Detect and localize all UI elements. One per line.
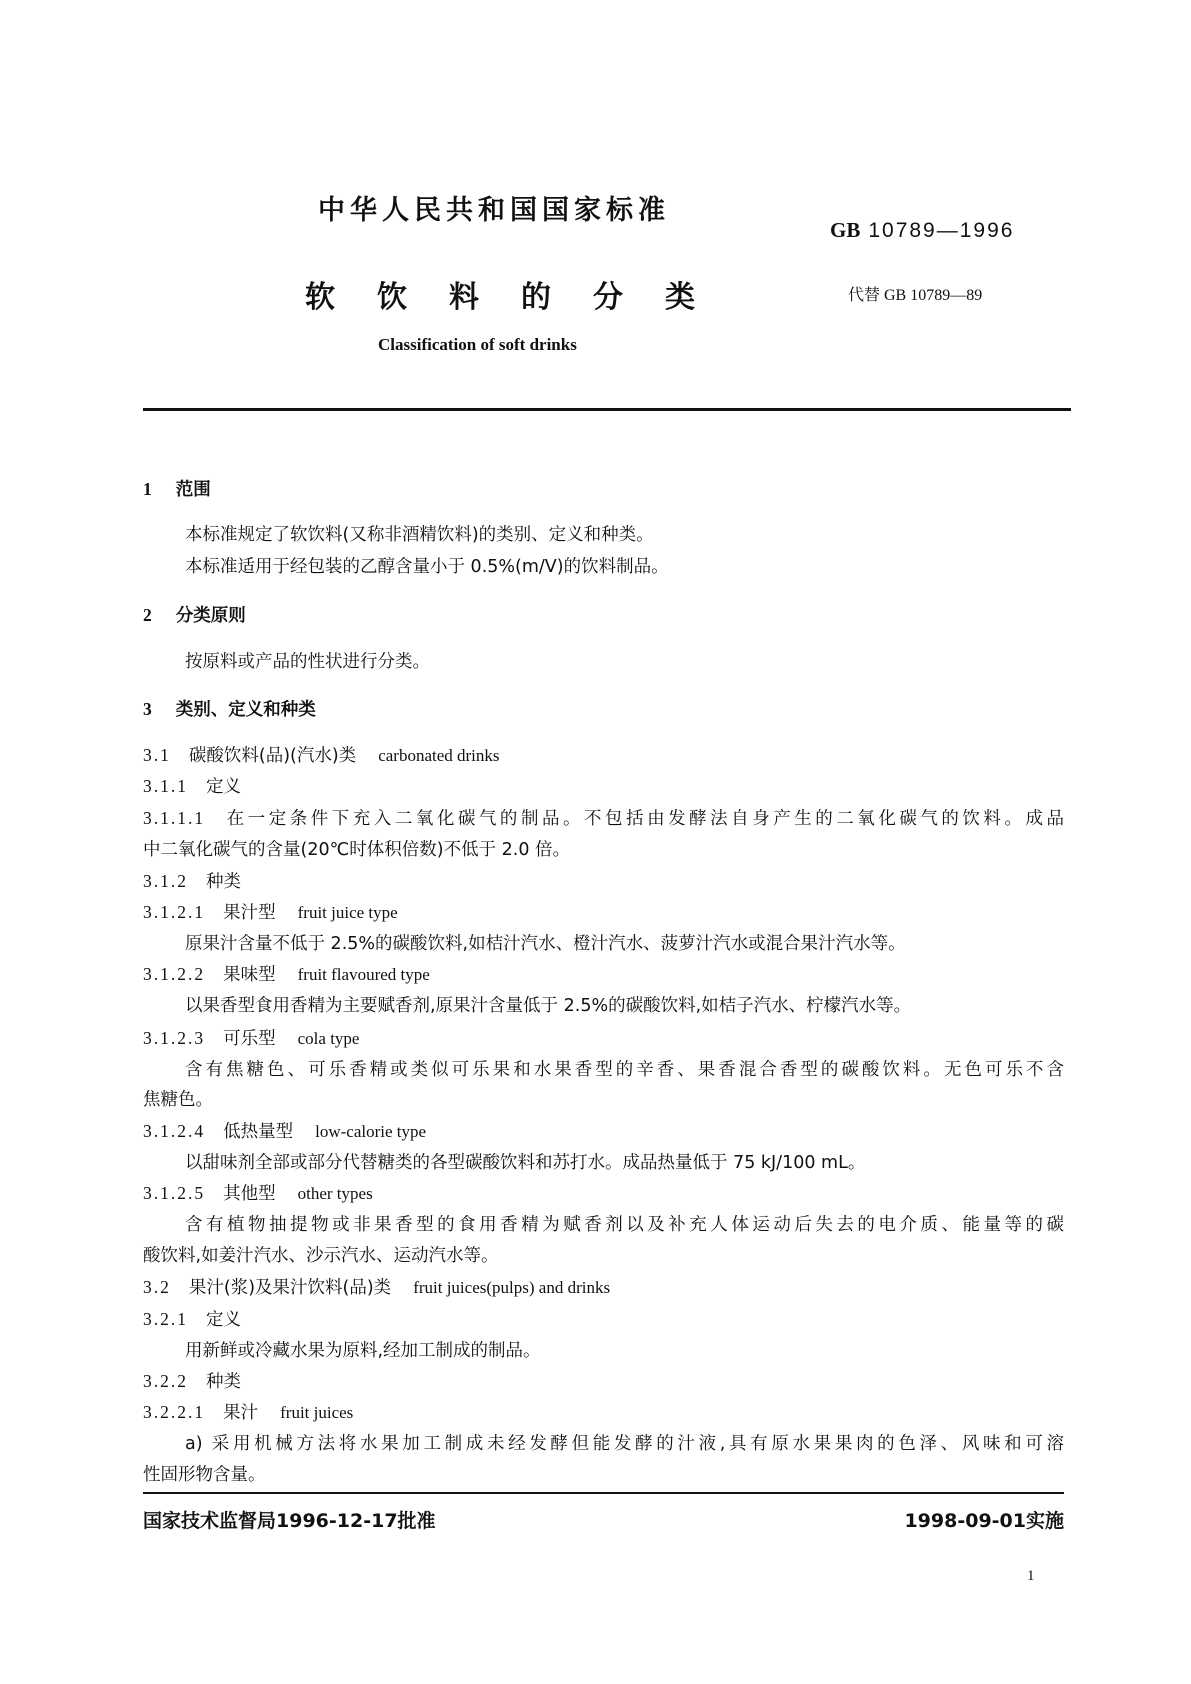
line-text: 种类 bbox=[206, 1372, 241, 1392]
approval-date: 国家技术监督局1996-12-17批准 bbox=[143, 1510, 436, 1532]
paragraph-line bbox=[185, 648, 1064, 673]
standard-code bbox=[830, 218, 1014, 243]
line-text: 本标准适用于经包装的乙醇含量小于 0.5%(m/V)的饮料制品。 bbox=[185, 557, 669, 577]
line-text: 范围 bbox=[175, 480, 211, 500]
paragraph-line bbox=[185, 930, 1064, 955]
line-text: 按原料或产品的性状进行分类。 bbox=[185, 652, 430, 672]
clause-number: 3.1.2.5 bbox=[143, 1183, 206, 1203]
paragraph-line bbox=[185, 1149, 1064, 1174]
paragraph-line bbox=[143, 836, 1064, 861]
clause-line bbox=[143, 868, 1064, 893]
english-term: low-calorie type bbox=[315, 1122, 427, 1141]
line-text: 以甜味剂全部或部分代替糖类的各型碳酸饮料和苏打水。成品热量低于 75 kJ/100 mL。 bbox=[185, 1153, 866, 1173]
line-text: 含有植物抽提物或非果香型的食用香精为赋香剂以及补充人体运动后失去的电介质、能量等的碳 bbox=[185, 1215, 1064, 1235]
clause-number: 3.1 bbox=[143, 745, 171, 765]
clause-number: 3.1.1 bbox=[143, 776, 188, 796]
clause-line bbox=[143, 1180, 1064, 1205]
english-term: fruit juice type bbox=[297, 903, 398, 922]
page-number: 1 bbox=[1027, 1568, 1035, 1584]
clause-line bbox=[143, 805, 1064, 830]
line-text: 用新鲜或冷藏水果为原料,经加工制成的制品。 bbox=[185, 1341, 541, 1361]
paragraph-line bbox=[185, 1211, 1064, 1236]
line-text: 酸饮料,如姜汁汽水、沙示汽水、运动汽水等。 bbox=[143, 1246, 499, 1266]
line-text: 碳酸饮料(品)(汽水)类 bbox=[188, 746, 357, 766]
clause-number: 3.2 bbox=[143, 1277, 171, 1297]
line-text: 性固形物含量。 bbox=[143, 1465, 266, 1485]
document-title: 软饮料的分类 bbox=[305, 280, 737, 315]
line-text: 定义 bbox=[206, 777, 241, 797]
english-term: cola type bbox=[297, 1029, 360, 1048]
clause-line bbox=[143, 1274, 1064, 1299]
clause-number: 3.1.2.4 bbox=[143, 1121, 206, 1141]
line-text: 含有焦糖色、可乐香精或类似可乐果和水果香型的辛香、果香混合香型的碳酸饮料。无色可乐不含 bbox=[185, 1060, 1064, 1080]
header-divider bbox=[143, 408, 1071, 411]
line-text: 其他型 bbox=[223, 1184, 276, 1204]
line-text: 果汁型 bbox=[223, 903, 276, 923]
clause-number: 3.2.2 bbox=[143, 1371, 188, 1391]
clause-line bbox=[143, 899, 1064, 924]
line-text: 原果汁含量不低于 2.5%的碳酸饮料,如桔汁汽水、橙汁汽水、菠萝汁汽水或混合果汁汽水等。 bbox=[185, 934, 906, 954]
standard-code-number: 10789—1996 bbox=[868, 219, 1015, 242]
clause-number: 1 bbox=[143, 479, 154, 499]
line-text: a) 采用机械方法将水果加工制成未经发酵但能发酵的汁液,具有原水果果肉的色泽、风味和可溶 bbox=[185, 1434, 1064, 1454]
line-text: 果味型 bbox=[223, 965, 276, 985]
paragraph-line bbox=[185, 1056, 1064, 1081]
line-text: 在一定条件下充入二氧化碳气的制品。不包括由发酵法自身产生的二氧化碳气的饮料。成品 bbox=[223, 809, 1064, 829]
english-term: carbonated drinks bbox=[378, 746, 500, 765]
paragraph-line bbox=[143, 1242, 1064, 1267]
line-text: 焦糖色。 bbox=[143, 1090, 213, 1110]
paragraph-line bbox=[185, 1337, 1064, 1362]
clause-number: 3.2.2.1 bbox=[143, 1402, 206, 1422]
clause-number: 3.1.2.2 bbox=[143, 964, 206, 984]
line-text: 低热量型 bbox=[223, 1122, 294, 1142]
line-text: 中二氧化碳气的含量(20℃时体积倍数)不低于 2.0 倍。 bbox=[143, 840, 571, 860]
paragraph-line bbox=[185, 992, 1064, 1017]
line-text: 可乐型 bbox=[223, 1029, 276, 1049]
clause-number: 3.1.1.1 bbox=[143, 808, 206, 828]
clause-line bbox=[143, 1025, 1064, 1050]
line-text: 类别、定义和种类 bbox=[175, 700, 316, 720]
clause-line bbox=[143, 742, 1064, 767]
line-text: 果汁(浆)及果汁饮料(品)类 bbox=[188, 1278, 392, 1298]
standard-code-prefix: GB bbox=[830, 218, 861, 242]
national-standard-heading: 中华人民共和国国家标准 bbox=[318, 195, 670, 226]
section-heading bbox=[143, 476, 1064, 501]
line-text: 以果香型食用香精为主要赋香剂,原果汁含量低于 2.5%的碳酸饮料,如桔子汽水、柠檬汽水等。 bbox=[185, 996, 912, 1016]
line-text: 定义 bbox=[206, 1310, 241, 1330]
clause-line bbox=[143, 1306, 1064, 1331]
english-term: fruit flavoured type bbox=[297, 965, 430, 984]
replaces-note: 代替 GB 10789—89 bbox=[848, 287, 983, 304]
clause-line bbox=[143, 1399, 1064, 1424]
section-heading bbox=[143, 696, 1064, 721]
paragraph-line bbox=[143, 1461, 1064, 1486]
clause-number: 3.1.2.1 bbox=[143, 902, 206, 922]
line-text: 种类 bbox=[206, 872, 241, 892]
line-text: 果汁 bbox=[223, 1403, 259, 1423]
clause-number: 3.1.2.3 bbox=[143, 1028, 206, 1048]
english-term: fruit juices bbox=[280, 1403, 354, 1422]
english-title: Classification of soft drinks bbox=[378, 335, 577, 354]
clause-line bbox=[143, 773, 1064, 798]
clause-number: 3.1.2 bbox=[143, 871, 188, 891]
section-heading bbox=[143, 602, 1064, 627]
clause-line bbox=[143, 961, 1064, 986]
paragraph-line bbox=[143, 1086, 1064, 1111]
clause-number: 3.2.1 bbox=[143, 1309, 188, 1329]
clause-line bbox=[143, 1118, 1064, 1143]
clause-line bbox=[143, 1368, 1064, 1393]
clause-number: 3 bbox=[143, 699, 154, 719]
english-term: fruit juices(pulps) and drinks bbox=[413, 1278, 611, 1297]
paragraph-line bbox=[185, 1430, 1064, 1455]
footer-divider bbox=[143, 1492, 1064, 1494]
paragraph-line bbox=[185, 553, 1064, 578]
effective-date: 1998-09-01实施 bbox=[904, 1510, 1064, 1532]
line-text: 分类原则 bbox=[175, 606, 246, 626]
paragraph-line bbox=[185, 521, 1064, 546]
clause-number: 2 bbox=[143, 605, 154, 625]
english-term: other types bbox=[297, 1184, 373, 1203]
line-text: 本标准规定了软饮料(又称非酒精饮料)的类别、定义和种类。 bbox=[185, 525, 654, 545]
